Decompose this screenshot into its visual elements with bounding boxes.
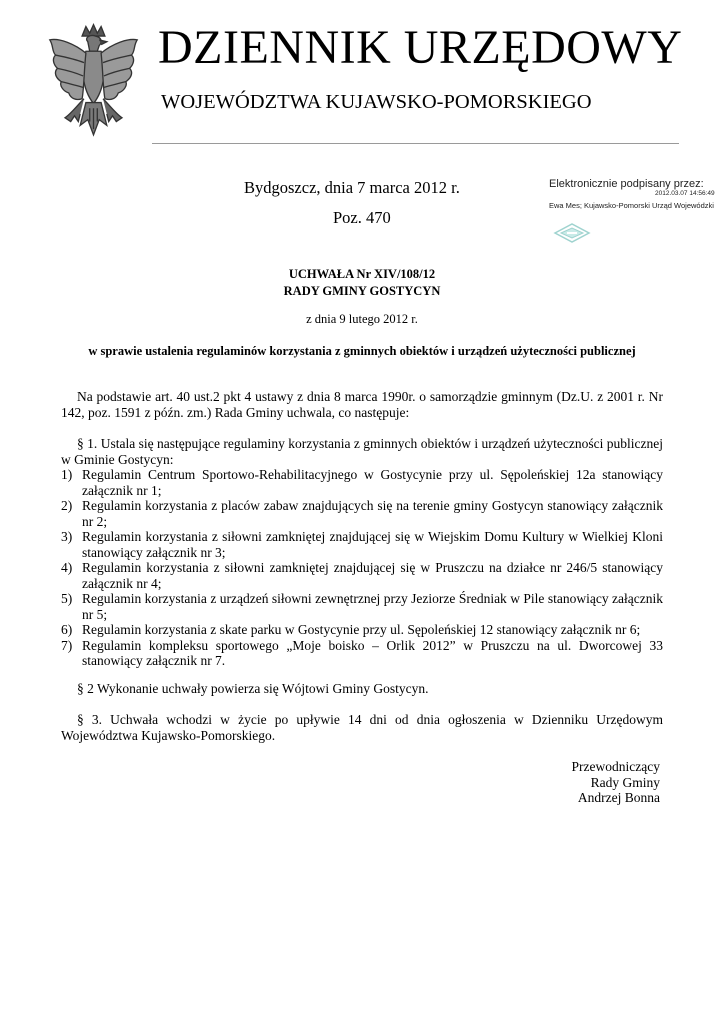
- signature-stamp-icon: [553, 222, 591, 244]
- list-item-number: 2): [61, 498, 73, 513]
- signature-role: Przewodniczący: [571, 759, 660, 774]
- list-item-number: 5): [61, 591, 73, 606]
- list-item: [61, 638, 663, 669]
- list-item: [61, 498, 663, 529]
- chairman-signature-block: [520, 759, 660, 806]
- resolution-date: z dnia 9 lutego 2012 r.: [306, 312, 418, 326]
- list-item-number: 4): [61, 560, 73, 575]
- signature-body: Rady Gminy: [590, 774, 660, 790]
- section-1-paragraph: § 1. Ustala się następujące regulaminy korzystania z gminnych obiektów i urządzeń użyteczności publicznej w Gminie Gostycyn:: [61, 436, 663, 467]
- list-item-text: Regulamin korzystania z skate parku w Gostycynie przy ul. Sępoleńskiej 12 stanowiący załącznik nr 6;: [82, 622, 641, 637]
- list-item-text: Regulamin Centrum Sportowo-Rehabilitacyjnego w Gostycynie przy ul. Sępoleńskiej 12a stanowiący załącznik nr 1;: [82, 467, 663, 498]
- list-item-number: 3): [61, 529, 73, 544]
- e-signature-timestamp: 2012.03.07 14:56:49: [655, 190, 715, 197]
- section-2-paragraph: § 2 Wykonanie uchwały powierza się Wójtowi Gminy Gostycyn.: [77, 681, 429, 696]
- polish-eagle-emblem-icon: [46, 22, 141, 147]
- header-divider: [152, 143, 679, 144]
- list-item-number: 6): [61, 622, 73, 637]
- legal-basis-paragraph: Na podstawie art. 40 ust.2 pkt 4 ustawy z dnia 8 marca 1990r. o samorządzie gminnym (Dz.U. z 2001 r. Nr 142, poz. 1591 z późn. zm.) Rada Gminy uchwala, co następuje:: [61, 389, 663, 420]
- list-item-number: 1): [61, 467, 73, 482]
- list-item-text: Regulamin korzystania z urządzeń siłowni zewnętrznej przy Jeziorze Średniak w Pile stanowiący załącznik nr 5;: [82, 591, 663, 622]
- signature-name: Andrzej Bonna: [577, 790, 660, 805]
- gazette-title: DZIENNIK URZĘDOWY: [158, 21, 683, 74]
- section-3-paragraph: § 3. Uchwała wchodzi w życie po upływie 14 dni od dnia ogłoszenia w Dzienniku Urzędowym Województwa Kujawsko-Pomorskiego.: [61, 712, 663, 743]
- list-item: [61, 622, 663, 638]
- resolution-council: RADY GMINY GOSTYCYN: [283, 284, 441, 298]
- e-signature-label: Elektronicznie podpisany przez:: [549, 178, 704, 190]
- list-item-text: Regulamin kompleksu sportowego „Moje boisko – Orlik 2012” w Pruszczu na ul. Dworcowej 33 stanowiący załącznik nr 7.: [82, 637, 663, 668]
- list-item: [61, 467, 663, 498]
- list-item: [61, 529, 663, 560]
- list-item-text: Regulamin korzystania z siłowni zamkniętej znajdującej się w Wiejskim Domu Kultury w Wielkiej Kloni stanowiący załącznik nr 3;: [82, 529, 663, 560]
- publication-place-date: Bydgoszcz, dnia 7 marca 2012 r.: [244, 178, 460, 197]
- list-item: [61, 591, 663, 622]
- list-item: [61, 560, 663, 591]
- resolution-title: [61, 266, 663, 300]
- list-item-text: Regulamin korzystania z siłowni zamkniętej znajdującej się w Pruszczu na działce nr 246/5 stanowiący załącznik nr 4;: [82, 560, 663, 591]
- e-signature-signer: Ewa Mes; Kujawsko-Pomorski Urząd Wojewódzki: [549, 201, 714, 210]
- gazette-subtitle: WOJEWÓDZTWA KUJAWSKO-POMORSKIEGO: [161, 91, 592, 113]
- regulations-list: [61, 467, 663, 669]
- publication-position: Poz. 470: [333, 208, 391, 227]
- list-item-number: 7): [61, 637, 73, 653]
- resolution-number: UCHWAŁA Nr XIV/108/12: [288, 267, 436, 281]
- list-item-text: Regulamin korzystania z placów zabaw znajdujących się na terenie gminy Gostycyn stanowiący załącznik nr 2;: [82, 498, 663, 529]
- resolution-subject: w sprawie ustalenia regulaminów korzystania z gminnych obiektów i urządzeń użyteczności publicznej: [88, 344, 636, 358]
